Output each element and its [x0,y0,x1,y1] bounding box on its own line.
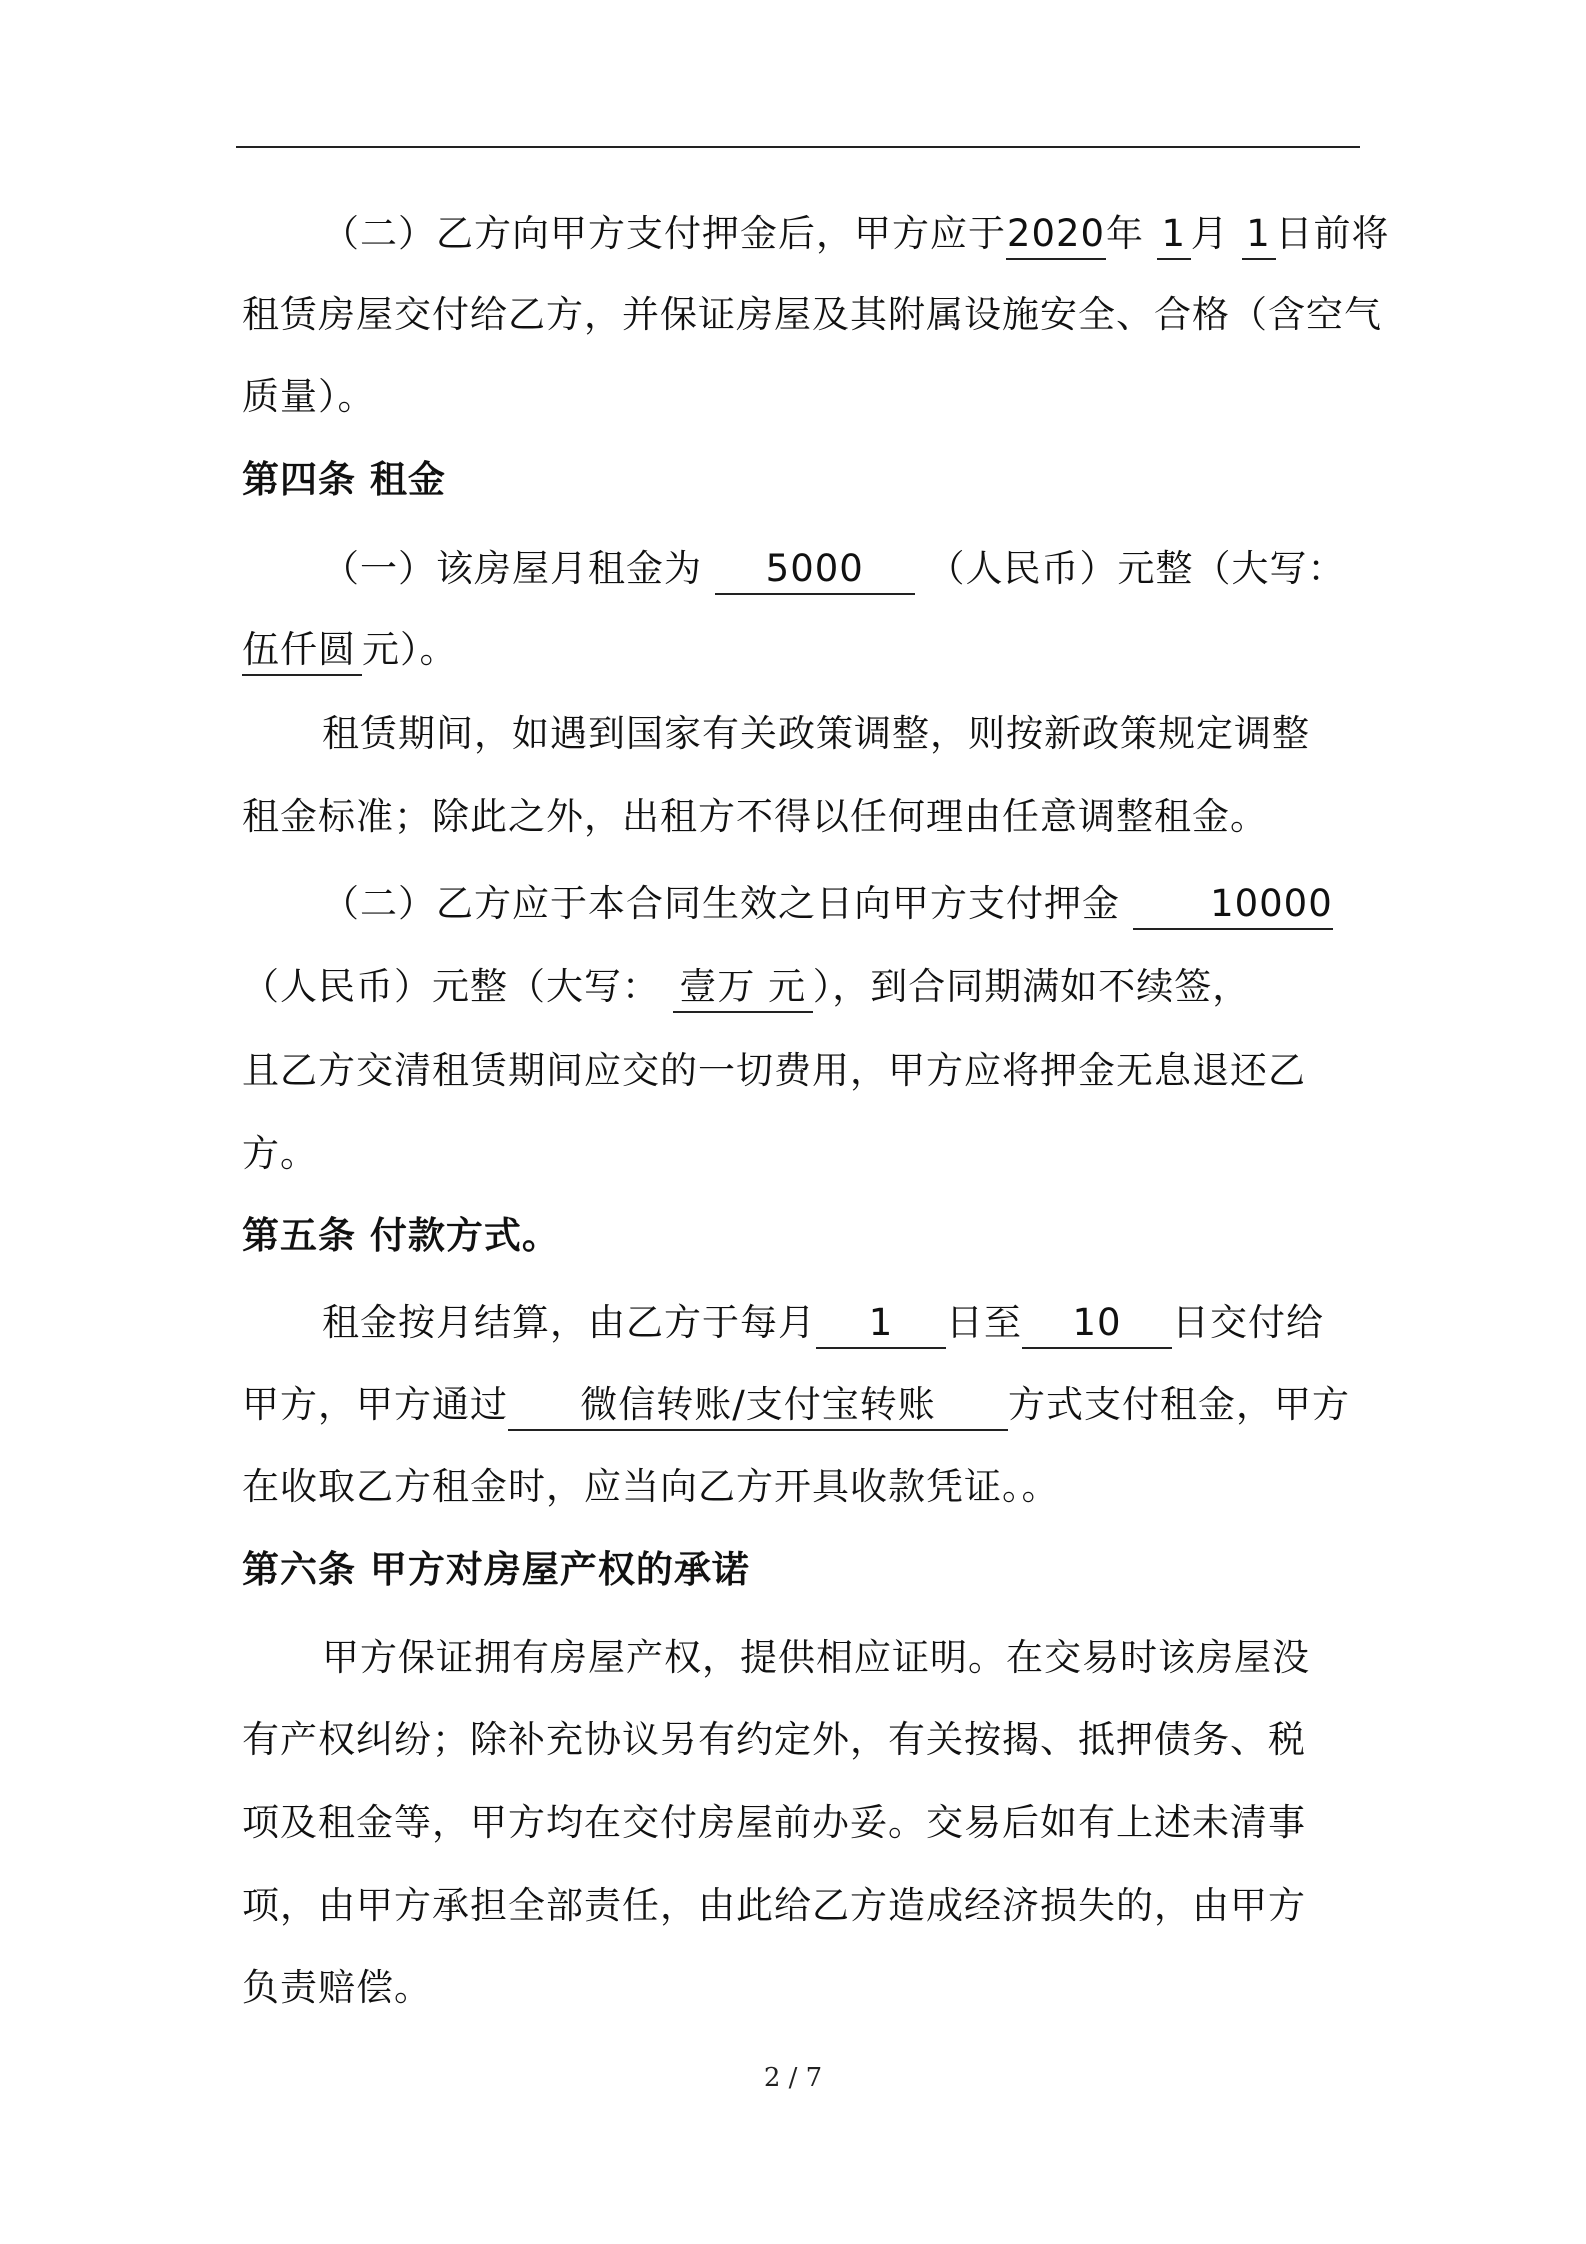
deposit-clause-mid: （人民币）元整（大写： [242,965,660,1008]
ownership-line-5: 负责赔偿。 [242,1966,432,2009]
payment-method-field: 微信转账/支付宝转账 [508,1383,1008,1431]
deposit-clause-line-1 [322,882,1333,930]
deposit-clause-line-3: 且乙方交清租赁期间应交的一切费用，甲方应将押金无息退还乙 [242,1049,1306,1092]
ownership-line-3: 项及租金等，甲方均在交付房屋前办妥。交易后如有上述未清事 [242,1801,1306,1844]
header-rule [236,146,1360,148]
deposit-clause-line-2 [242,965,1250,1013]
deposit-clause-prefix: （二）乙方应于本合同生效之日向甲方支付押金 [322,882,1120,925]
ownership-line-4: 项，由甲方承担全部责任，由此给乙方造成经济损失的，由甲方 [242,1884,1306,1927]
rent-clause-line-2 [242,628,458,676]
payment-clause-mid: 日至 [946,1301,1022,1344]
article-5-heading: 第五条 付款方式。 [242,1214,560,1257]
ownership-line-1: 甲方保证拥有房屋产权，提供相应证明。在交易时该房屋没 [322,1636,1310,1679]
delivery-day-field: 1 [1242,212,1276,260]
delivery-clause-line-3: 质量）。 [242,375,376,418]
monthly-rent-field: 5000 [715,547,915,595]
ownership-line-2: 有产权纠纷；除补充协议另有约定外，有关按揭、抵押债务、税 [242,1718,1306,1761]
delivery-clause-line-2: 租赁房屋交付给乙方，并保证房屋及其附属设施安全、合格（含空气 [242,293,1382,336]
deposit-clause-line-4: 方。 [242,1132,318,1175]
rent-clause-line-1 [322,547,1346,595]
delivery-year-field: 2020 [1006,212,1106,260]
delivery-clause-suffix: 日前将 [1275,212,1390,255]
page-number: 2 / 7 [763,2063,823,2093]
deposit-amount-field: 10000 [1133,882,1333,930]
payment-method-suffix: 方式支付租金，甲方 [1008,1383,1350,1426]
delivery-clause-prefix: （二）乙方向甲方支付押金后，甲方应于 [322,212,1006,255]
deposit-clause-suffix: ），到合同期满如不续签， [812,965,1251,1008]
payment-clause-suffix: 日交付给 [1172,1301,1324,1344]
rent-adjust-line-2: 租金标准；除此之外，出租方不得以任何理由任意调整租金。 [242,795,1268,838]
deposit-in-words-field: 壹万 元 [673,965,813,1013]
payment-clause-line-1 [322,1301,1324,1349]
payment-method-line [242,1383,1350,1431]
delivery-month-field: 1 [1157,212,1191,260]
receipt-line: 在收取乙方租金时，应当向乙方开具收款凭证。。 [242,1465,1060,1508]
payment-day-to-field: 10 [1022,1301,1172,1349]
rent-clause-prefix: （一）该房屋月租金为 [322,547,702,590]
article-6-heading: 第六条 甲方对房屋产权的承诺 [242,1548,750,1591]
rent-clause-suffix: （人民币）元整（大写： [927,547,1346,590]
payment-day-from-field: 1 [816,1301,946,1349]
article-4-heading: 第四条 租金 [242,458,446,501]
rent-in-words-tail: 元）。 [362,628,458,671]
payment-method-prefix: 甲方，甲方通过 [242,1383,508,1426]
rent-adjust-line-1: 租赁期间，如遇到国家有关政策调整，则按新政策规定调整 [322,712,1310,755]
month-unit: 月 [1190,212,1229,255]
rent-in-words-field: 伍仟圆 [242,628,362,676]
payment-clause-prefix: 租金按月结算，由乙方于每月 [322,1301,816,1344]
year-unit: 年 [1106,212,1144,255]
delivery-clause-line-1 [322,212,1390,260]
